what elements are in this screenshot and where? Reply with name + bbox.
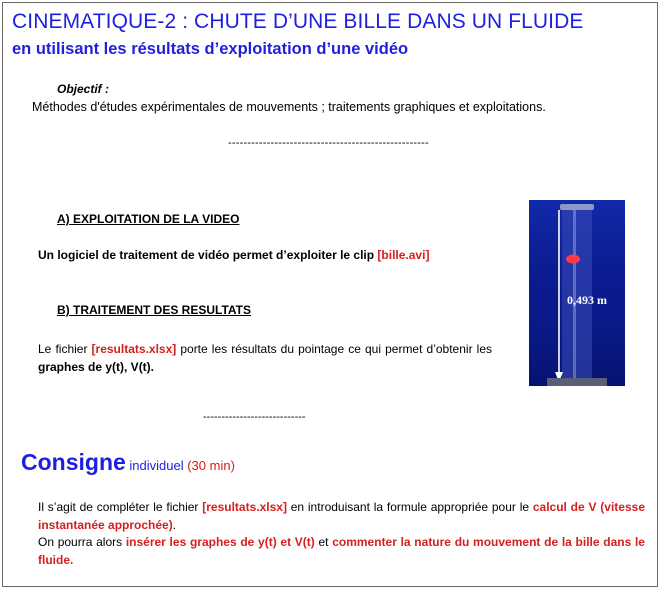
separator-top: ---------------------------------------------------- xyxy=(228,137,429,149)
section-a-sentence: Un logiciel de traitement de vidéo permet d’exploiter le clip xyxy=(38,248,378,262)
consigne-comment: commenter la nature du mouvement de la bille dans le fluide. xyxy=(38,535,645,567)
tube-base xyxy=(547,378,607,386)
tube-top-rim xyxy=(560,204,594,210)
consigne-insert: insérer les graphes de y(t) et V(t) xyxy=(125,535,315,549)
fluid-tube-photo xyxy=(529,200,625,386)
section-b-heading: B) TRAITEMENT DES RESULTATS xyxy=(57,303,251,317)
consigne-text-2: en introduisant la formule appropriée pour le xyxy=(286,500,533,514)
consigne-title: Consigne xyxy=(21,449,126,475)
consigne-text-1: Il s’agit de compléter le fichier xyxy=(38,500,203,514)
separator-middle: ---------------------------- xyxy=(203,411,306,423)
page-title: CINEMATIQUE-2 : CHUTE D’UNE BILLE DANS UN FLUIDE xyxy=(12,10,584,33)
video-file-name: [bille.avi] xyxy=(377,248,430,262)
section-b-graphs: graphes de y(t), V(t). xyxy=(38,360,155,374)
consigne-calc: calcul de V (vitesse instantanée approchée) xyxy=(38,500,645,532)
consigne-paragraph xyxy=(38,499,645,569)
section-a-heading: A) EXPLOITATION DE LA VIDEO xyxy=(57,212,240,226)
consigne-mode: individuel xyxy=(125,458,188,473)
section-b-text-2: porte les résultats du pointage ce qui permet d’obtenir les xyxy=(176,342,492,356)
results-file-name: [resultats.xlsx] xyxy=(91,342,177,356)
measure-label: 0,493 m xyxy=(567,293,607,307)
consigne-duration: (30 min) xyxy=(187,458,235,473)
section-b-text-1: Le fichier xyxy=(38,342,92,356)
consigne-text-4: On pourra alors xyxy=(38,535,126,549)
section-a-text xyxy=(38,248,429,262)
consigne-file-name: [resultats.xlsx] xyxy=(202,500,287,514)
section-b-paragraph xyxy=(38,340,492,376)
consigne-text-3: . xyxy=(172,517,177,532)
objective-label: Objectif : xyxy=(57,82,110,96)
page-subtitle: en utilisant les résultats d’exploitation d’une vidéo xyxy=(12,40,409,58)
consigne-text-5: et xyxy=(314,535,333,549)
objective-text: Méthodes d'études expérimentales de mouvements ; traitements graphiques et exploitations. xyxy=(32,100,546,114)
ball xyxy=(566,255,580,264)
consigne-heading xyxy=(21,449,235,476)
